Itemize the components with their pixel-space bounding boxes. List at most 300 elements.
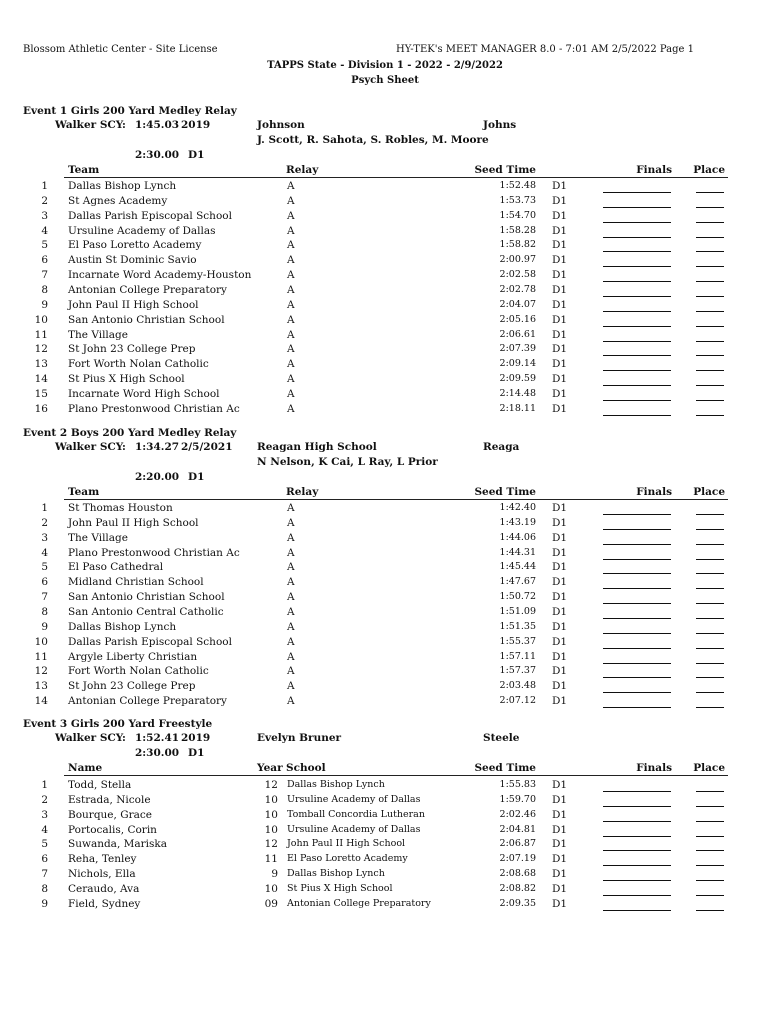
entry-rank: 14 [34,695,48,707]
entry-seed-time: 1:51.35 [499,621,536,632]
column-header-place: Place [693,486,725,498]
entry-rank: 16 [34,403,48,415]
finals-blank-line [603,237,671,238]
entry-rank: 11 [34,329,48,341]
finals-blank-line [603,633,671,634]
place-blank-line [696,663,724,664]
finals-blank-line [603,692,671,693]
place-blank-line [696,514,724,515]
entry-seed-time: 2:08.82 [499,883,536,894]
entry-relay: A [287,225,295,237]
finals-blank-line [603,806,671,807]
qualifying-division: D1 [188,149,205,161]
finals-blank-line [603,544,671,545]
finals-blank-line [603,865,671,866]
entry-year: 10 [264,883,278,895]
entry-team: Argyle Liberty Christian [68,651,198,663]
entry-name: Reha, Tenley [68,853,137,865]
entry-rank: 6 [41,576,48,588]
entry-rank: 4 [41,225,48,237]
entry-rank: 1 [41,180,48,192]
place-blank-line [696,385,724,386]
place-blank-line [696,355,724,356]
entry-division: D1 [552,591,568,603]
place-blank-line [696,850,724,851]
entry-division: D1 [552,517,568,529]
entry-seed-time: 2:07.39 [499,343,536,354]
entry-seed-time: 1:58.82 [499,239,536,250]
entry-seed-time: 2:02.46 [499,809,536,820]
record-label: Walker SCY: [55,732,126,744]
record-label: Walker SCY: [55,441,126,453]
entry-seed-time: 1:58.28 [499,225,536,236]
qualifying-time: 2:30.00 [135,149,180,161]
entry-name: Portocalis, Corin [68,824,157,836]
entry-seed-time: 2:05.16 [499,314,536,325]
entry-rank: 2 [41,195,48,207]
entry-name: Todd, Stella [68,779,132,791]
entry-team: The Village [68,532,128,544]
place-blank-line [696,529,724,530]
entry-team: Plano Prestonwood Christian Ac [68,403,240,415]
place-blank-line [696,648,724,649]
entry-seed-time: 2:02.78 [499,284,536,295]
entry-seed-time: 1:54.70 [499,210,536,221]
entry-name: Suwanda, Mariska [68,838,168,850]
entry-team: Incarnate Word High School [68,388,220,400]
entry-division: D1 [552,284,568,296]
entry-seed-time: 2:07.19 [499,853,536,864]
entry-seed-time: 1:47.67 [499,576,536,587]
entry-school: Antonian College Preparatory [287,898,431,909]
event-title: Event 2 Boys 200 Yard Medley Relay [23,427,237,439]
entry-division: D1 [552,576,568,588]
place-blank-line [696,341,724,342]
finals-blank-line [603,707,671,708]
place-blank-line [696,266,724,267]
entry-rank: 10 [34,636,48,648]
entry-rank: 8 [41,606,48,618]
entry-seed-time: 1:52.48 [499,180,536,191]
entry-division: D1 [552,502,568,514]
finals-blank-line [603,648,671,649]
place-blank-line [696,633,724,634]
entry-year: 12 [264,779,278,791]
entry-relay: A [287,343,295,355]
entry-seed-time: 2:04.81 [499,824,536,835]
finals-blank-line [603,559,671,560]
entry-relay: A [287,547,295,559]
entry-team: Plano Prestonwood Christian Ac [68,547,240,559]
entry-division: D1 [552,651,568,663]
site-license: Blossom Athletic Center - Site License [23,44,218,55]
entry-relay: A [287,373,295,385]
entry-division: D1 [552,868,568,880]
record-time: 1:34.27 [135,441,180,453]
entry-school: Dallas Bishop Lynch [287,868,385,879]
entry-seed-time: 2:03.48 [499,680,536,691]
entry-relay: A [287,591,295,603]
entry-relay: A [287,636,295,648]
finals-blank-line [603,603,671,604]
entry-team: The Village [68,329,128,341]
entry-name: Nichols, Ella [68,868,136,880]
entry-division: D1 [552,329,568,341]
entry-rank: 3 [41,210,48,222]
entry-year: 10 [264,794,278,806]
entry-seed-time: 2:06.87 [499,838,536,849]
column-header-relay: Relay [286,486,319,498]
finals-blank-line [603,663,671,664]
entry-relay: A [287,403,295,415]
entry-division: D1 [552,254,568,266]
entry-seed-time: 2:04.07 [499,299,536,310]
finals-blank-line [603,222,671,223]
place-blank-line [696,415,724,416]
record-time: 1:45.03 [135,119,180,131]
entry-relay: A [287,329,295,341]
entry-name: Field, Sydney [68,898,141,910]
entry-seed-time: 2:00.97 [499,254,536,265]
entry-rank: 11 [34,651,48,663]
entry-rank: 5 [41,239,48,251]
header-separator [64,499,728,500]
sheet-title: Psych Sheet [351,75,419,86]
finals-blank-line [603,588,671,589]
entry-rank: 7 [41,868,48,880]
entry-seed-time: 1:44.31 [499,547,536,558]
column-header-finals: Finals [636,164,672,176]
finals-blank-line [603,326,671,327]
entry-rank: 9 [41,621,48,633]
entry-team: San Antonio Christian School [68,591,225,603]
entry-team: Dallas Bishop Lynch [68,621,177,633]
event-title: Event 1 Girls 200 Yard Medley Relay [23,105,237,117]
entry-rank: 12 [34,343,48,355]
entry-name: Estrada, Nicole [68,794,151,806]
finals-blank-line [603,880,671,881]
finals-blank-line [603,836,671,837]
entry-division: D1 [552,225,568,237]
entry-division: D1 [552,358,568,370]
entry-division: D1 [552,809,568,821]
finals-blank-line [603,850,671,851]
place-blank-line [696,192,724,193]
finals-blank-line [603,207,671,208]
entry-team: Incarnate Word Academy-Houston [68,269,252,281]
place-blank-line [696,281,724,282]
record-year: 2019 [181,119,211,131]
entry-relay: A [287,680,295,692]
place-blank-line [696,311,724,312]
record-holder-truncated: Steele [483,732,520,744]
entry-seed-time: 1:45.44 [499,561,536,572]
place-blank-line [696,237,724,238]
entry-relay: A [287,269,295,281]
entry-relay: A [287,576,295,588]
qualifying-time: 2:30.00 [135,747,180,759]
record-holder-truncated: Reaga [483,441,520,453]
entry-team: Midland Christian School [68,576,204,588]
entry-relay: A [287,621,295,633]
entry-team: Antonian College Preparatory [68,284,227,296]
entry-relay: A [287,532,295,544]
entry-relay: A [287,195,295,207]
finals-blank-line [603,573,671,574]
column-header-team: Name [68,762,103,774]
finals-blank-line [603,618,671,619]
entry-division: D1 [552,561,568,573]
finals-blank-line [603,281,671,282]
place-blank-line [696,865,724,866]
finals-blank-line [603,385,671,386]
entry-team: Ursuline Academy of Dallas [68,225,216,237]
entry-rank: 13 [34,680,48,692]
record-year: 2019 [181,732,211,744]
entry-rank: 5 [41,561,48,573]
place-blank-line [696,880,724,881]
entry-name: Bourque, Grace [68,809,152,821]
entry-rank: 8 [41,883,48,895]
entry-relay: A [287,606,295,618]
record-year: 2/5/2021 [181,441,233,453]
record-label: Walker SCY: [55,119,126,131]
entry-year: 12 [264,838,278,850]
entry-team: San Antonio Christian School [68,314,225,326]
entry-year: 11 [264,853,278,865]
entry-rank: 14 [34,373,48,385]
finals-blank-line [603,400,671,401]
place-blank-line [696,821,724,822]
entry-rank: 5 [41,838,48,850]
entry-division: D1 [552,403,568,415]
entry-year: 10 [264,809,278,821]
entry-relay: A [287,299,295,311]
entry-rank: 7 [41,591,48,603]
entry-school: St Pius X High School [287,883,393,894]
place-blank-line [696,573,724,574]
entry-relay: A [287,388,295,400]
entry-school: El Paso Loretto Academy [287,853,408,864]
entry-relay: A [287,561,295,573]
entry-seed-time: 2:09.14 [499,358,536,369]
place-blank-line [696,603,724,604]
record-holder-truncated: Johns [483,119,517,131]
entry-division: D1 [552,636,568,648]
finals-blank-line [603,311,671,312]
place-blank-line [696,692,724,693]
entry-division: D1 [552,547,568,559]
entry-rank: 4 [41,824,48,836]
finals-blank-line [603,251,671,252]
column-header-seed-time: Seed Time [474,486,536,498]
entry-team: El Paso Cathedral [68,561,164,573]
event-title: Event 3 Girls 200 Yard Freestyle [23,718,213,730]
record-holder: Johnson [257,119,305,131]
finals-blank-line [603,895,671,896]
entry-team: St John 23 College Prep [68,343,196,355]
entry-rank: 3 [41,532,48,544]
finals-blank-line [603,296,671,297]
place-blank-line [696,791,724,792]
entry-team: St Pius X High School [68,373,185,385]
entry-division: D1 [552,606,568,618]
entry-seed-time: 2:08.68 [499,868,536,879]
column-header-team: Team [68,486,100,498]
entry-relay: A [287,695,295,707]
entry-division: D1 [552,853,568,865]
qualifying-division: D1 [188,471,205,483]
entry-seed-time: 1:55.83 [499,779,536,790]
entry-division: D1 [552,838,568,850]
entry-team: St Agnes Academy [68,195,168,207]
entry-seed-time: 1:57.11 [499,651,536,662]
entry-team: Austin St Dominic Savio [68,254,197,266]
column-header-school: School [286,762,326,774]
entry-year: 09 [264,898,278,910]
place-blank-line [696,618,724,619]
entry-division: D1 [552,314,568,326]
entry-division: D1 [552,269,568,281]
place-blank-line [696,836,724,837]
entry-division: D1 [552,898,568,910]
column-header-team: Team [68,164,100,176]
finals-blank-line [603,341,671,342]
entry-seed-time: 2:07.12 [499,695,536,706]
entry-seed-time: 1:59.70 [499,794,536,805]
header-separator [64,775,728,776]
column-header-place: Place [693,762,725,774]
entry-rank: 6 [41,254,48,266]
entry-school: Tomball Concordia Lutheran [287,809,425,820]
record-members: J. Scott, R. Sahota, S. Robles, M. Moore [257,134,489,146]
entry-team: Dallas Parish Episcopal School [68,210,232,222]
finals-blank-line [603,514,671,515]
entry-seed-time: 1:55.37 [499,636,536,647]
entry-division: D1 [552,695,568,707]
entry-year: 9 [271,868,278,880]
finals-blank-line [603,355,671,356]
record-members: N Nelson, K Cai, L Ray, L Prior [257,456,438,468]
entry-rank: 13 [34,358,48,370]
column-header-seed-time: Seed Time [474,164,536,176]
entry-seed-time: 2:09.35 [499,898,536,909]
meet-title: TAPPS State - Division 1 - 2022 - 2/9/2022 [267,60,503,71]
entry-relay: A [287,239,295,251]
finals-blank-line [603,192,671,193]
column-header-finals: Finals [636,762,672,774]
entry-seed-time: 2:14.48 [499,388,536,399]
entry-division: D1 [552,532,568,544]
column-header-seed-time: Seed Time [474,762,536,774]
column-header-year: Year [257,762,283,774]
place-blank-line [696,544,724,545]
place-blank-line [696,588,724,589]
entry-seed-time: 1:50.72 [499,591,536,602]
entry-team: San Antonio Central Catholic [68,606,224,618]
entry-team: Dallas Bishop Lynch [68,180,177,192]
finals-blank-line [603,791,671,792]
place-blank-line [696,296,724,297]
entry-team: Antonian College Preparatory [68,695,227,707]
place-blank-line [696,677,724,678]
entry-seed-time: 2:02.58 [499,269,536,280]
entry-team: El Paso Loretto Academy [68,239,202,251]
entry-division: D1 [552,794,568,806]
entry-relay: A [287,314,295,326]
entry-division: D1 [552,388,568,400]
entry-division: D1 [552,621,568,633]
software-info: HY-TEK's MEET MANAGER 8.0 - 7:01 AM 2/5/2022 Page 1 [396,44,694,55]
place-blank-line [696,559,724,560]
entry-team: St Thomas Houston [68,502,173,514]
entry-team: St John 23 College Prep [68,680,196,692]
entry-school: Ursuline Academy of Dallas [287,794,421,805]
entry-relay: A [287,358,295,370]
entry-rank: 9 [41,299,48,311]
entry-rank: 6 [41,853,48,865]
entry-rank: 2 [41,794,48,806]
column-header-relay: Relay [286,164,319,176]
entry-seed-time: 2:06.61 [499,329,536,340]
place-blank-line [696,910,724,911]
record-holder: Evelyn Bruner [257,732,342,744]
place-blank-line [696,895,724,896]
entry-division: D1 [552,779,568,791]
entry-relay: A [287,210,295,222]
entry-school: Ursuline Academy of Dallas [287,824,421,835]
entry-relay: A [287,180,295,192]
entry-team: John Paul II High School [68,517,199,529]
record-time: 1:52.41 [135,732,180,744]
place-blank-line [696,207,724,208]
entry-rank: 3 [41,809,48,821]
entry-relay: A [287,284,295,296]
entry-division: D1 [552,680,568,692]
entry-seed-time: 1:53.73 [499,195,536,206]
finals-blank-line [603,266,671,267]
finals-blank-line [603,910,671,911]
place-blank-line [696,707,724,708]
entry-seed-time: 2:18.11 [499,403,536,414]
entry-division: D1 [552,373,568,385]
entry-seed-time: 1:51.09 [499,606,536,617]
finals-blank-line [603,677,671,678]
entry-division: D1 [552,239,568,251]
qualifying-division: D1 [188,747,205,759]
entry-rank: 15 [34,388,48,400]
entry-relay: A [287,254,295,266]
entry-relay: A [287,502,295,514]
entry-rank: 2 [41,517,48,529]
entry-team: John Paul II High School [68,299,199,311]
entry-division: D1 [552,195,568,207]
entry-division: D1 [552,883,568,895]
entry-school: John Paul II High School [287,838,406,849]
finals-blank-line [603,370,671,371]
entry-team: Fort Worth Nolan Catholic [68,358,209,370]
entry-name: Ceraudo, Ava [68,883,140,895]
entry-team: Fort Worth Nolan Catholic [68,665,209,677]
entry-relay: A [287,665,295,677]
place-blank-line [696,326,724,327]
place-blank-line [696,806,724,807]
place-blank-line [696,400,724,401]
entry-seed-time: 2:09.59 [499,373,536,384]
entry-rank: 12 [34,665,48,677]
entry-division: D1 [552,210,568,222]
entry-rank: 1 [41,779,48,791]
